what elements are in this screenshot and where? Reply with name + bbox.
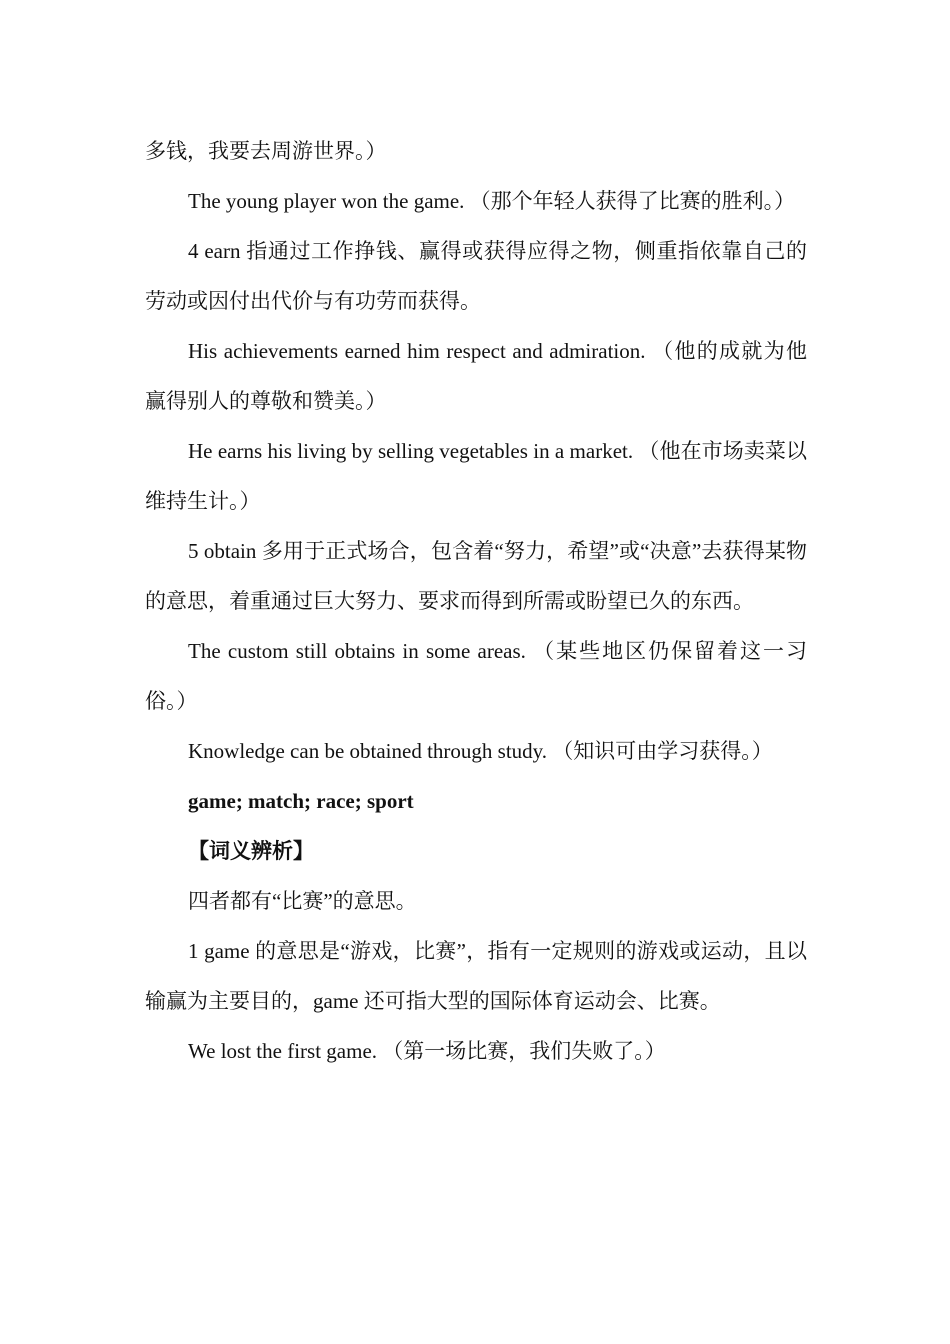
definition-game: 1 game 的意思是“游戏，比赛”，指有一定规则的游戏或运动，且以输赢为主要目的，game 还可指大型的国际体育运动会、比赛。 — [145, 939, 807, 1013]
document-body — [145, 126, 807, 1076]
example-sentence-won: The young player won the game. （那个年轻人获得了比赛的胜利。） — [188, 189, 796, 213]
summary-sentence: 四者都有“比赛”的意思。 — [188, 889, 417, 913]
example-sentence-obtained: Knowledge can be obtained through study. （知识可由学习获得。） — [188, 739, 773, 763]
word-group-heading: game; match; race; sport — [188, 789, 414, 813]
definition-obtain: 5 obtain 多用于正式场合，包含着“努力，希望”或“决意”去获得某物的意思，着重通过巨大努力、要求而得到所需或盼望已久的东西。 — [145, 539, 807, 613]
paragraph-continuation: 多钱，我要去周游世界。） — [145, 139, 387, 163]
definition-earn: 4 earn 指通过工作挣钱、赢得或获得应得之物，侧重指依靠自己的劳动或因付出代价与有功劳而获得。 — [145, 239, 807, 313]
example-sentence-earned: His achievements earned him respect and admiration. （他的成就为他赢得别人的尊敬和赞美。） — [145, 339, 807, 413]
example-sentence-obtains: The custom still obtains in some areas. （某些地区仍保留着这一习俗。） — [145, 639, 807, 713]
example-sentence-game: We lost the first game. （第一场比赛，我们失败了。） — [188, 1039, 666, 1063]
section-heading-analysis: 【词义辨析】 — [188, 839, 314, 863]
example-sentence-earns: He earns his living by selling vegetables in a market. （他在市场卖菜以维持生计。） — [145, 439, 807, 513]
